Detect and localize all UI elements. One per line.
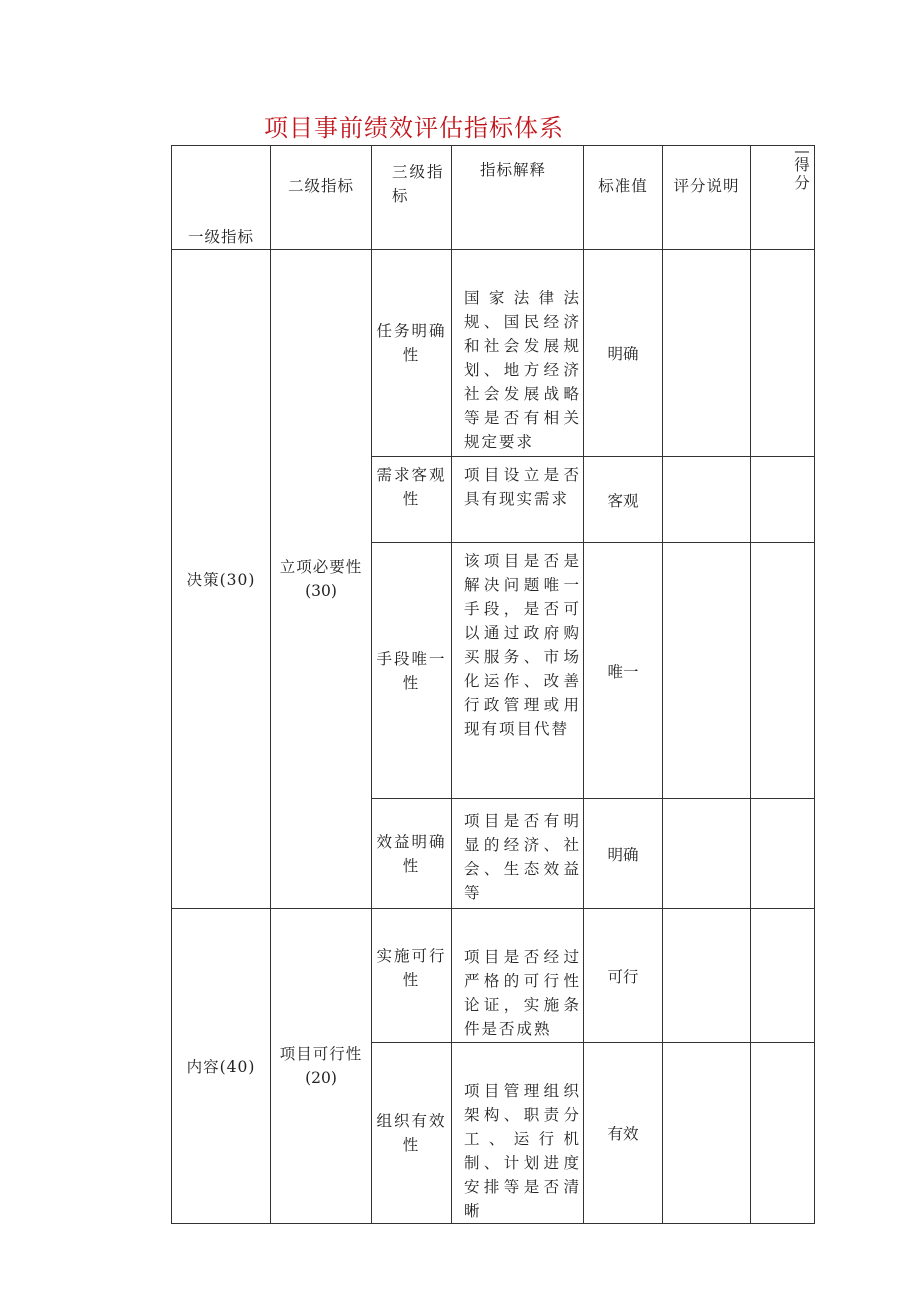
header-level2: 二级指标 [271, 146, 372, 250]
level1-cell: 决策(30) [172, 250, 271, 909]
standard-cell: 可行 [584, 909, 663, 1043]
scoring-cell [663, 250, 751, 457]
header-explanation: 指标解释 [452, 146, 584, 250]
score-cell [751, 543, 815, 799]
header-standard: 标准值 [584, 146, 663, 250]
table-row [172, 909, 815, 1043]
standard-cell: 明确 [584, 250, 663, 457]
scoring-cell [663, 457, 751, 543]
standard-cell: 唯一 [584, 543, 663, 799]
explanation-cell: 项目是否经过严格的可行性论证，实施条件是否成熟 [452, 909, 584, 1043]
scoring-cell [663, 909, 751, 1043]
level3-cell: 任务明确性 [372, 250, 452, 457]
explanation-cell: 项目管理组织架构、职责分工、运行机制、计划进度安排等是否清晰 [452, 1043, 584, 1224]
explanation-cell: 该项目是否是解决问题唯一手段，是否可以通过政府购买服务、市场化运作、改善行政管理或用现有项目代替 [452, 543, 584, 799]
header-score: — 得分 [751, 146, 815, 250]
level2-cell: 立项必要性 (30) [271, 250, 372, 909]
score-cell [751, 799, 815, 909]
level2-cell: 项目可行性 (20) [271, 909, 372, 1224]
level3-cell: 实施可行性 [372, 909, 452, 1043]
header-scoring: 评分说明 [663, 146, 751, 250]
header-row [172, 146, 815, 250]
scoring-cell [663, 543, 751, 799]
header-level1: 一级指标 [172, 146, 271, 250]
indicator-table [171, 142, 815, 1224]
score-cell [751, 457, 815, 543]
explanation-cell: 项目设立是否具有现实需求 [452, 457, 584, 543]
score-cell [751, 1043, 815, 1224]
explanation-cell: 国家法律法规、国民经济和社会发展规划、地方经济社会发展战略等是否有相关规定要求 [452, 250, 584, 457]
standard-cell: 客观 [584, 457, 663, 543]
explanation-cell: 项目是否有明显的经济、社会、生态效益等 [452, 799, 584, 909]
header-level3: 三级指标 [372, 146, 452, 250]
standard-cell: 有效 [584, 1043, 663, 1224]
score-cell [751, 909, 815, 1043]
level3-cell: 组织有效性 [372, 1043, 452, 1224]
level3-cell: 需求客观性 [372, 457, 452, 543]
level1-cell: 内容(40) [172, 909, 271, 1224]
score-cell [751, 250, 815, 457]
scoring-cell [663, 799, 751, 909]
level3-cell: 效益明确性 [372, 799, 452, 909]
level3-cell: 手段唯一性 [372, 543, 452, 799]
scoring-cell [663, 1043, 751, 1224]
table-row [172, 250, 815, 457]
standard-cell: 明确 [584, 799, 663, 909]
page-title: 项目事前绩效评估指标体系 [264, 114, 564, 142]
